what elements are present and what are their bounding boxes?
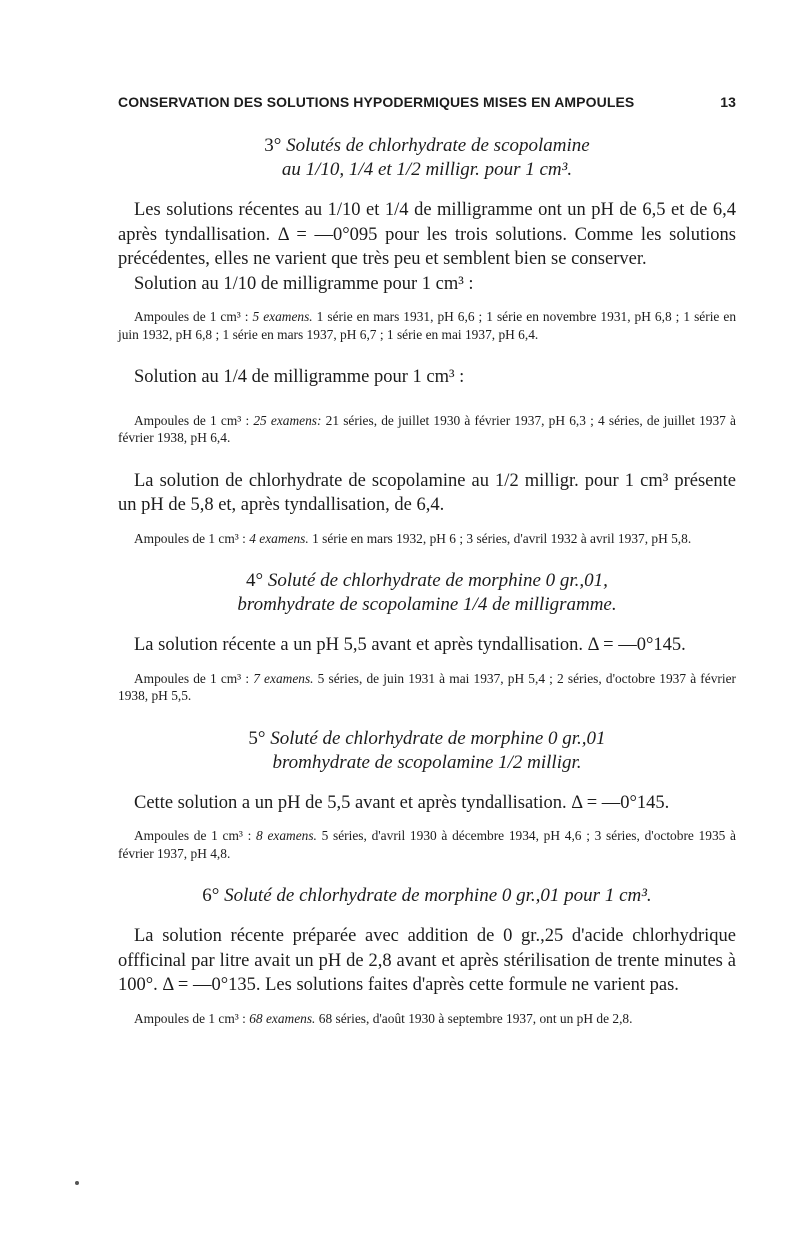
section-5-heading-line2: bromhydrate de scopolamine 1/2 milligr. — [272, 751, 582, 773]
ampoules-detail: 5 séries, de juin 1931 à mai 1937, pH 5,4 ; 2 séries, d'octobre 1937 à février 1938, pH 5,5. — [118, 670, 736, 703]
section-4-paragraph: La solution récente a un pH 5,5 avant et après tyndallisation. Δ = —0°145. — [134, 635, 686, 655]
running-head — [118, 94, 736, 110]
section-5-paragraph: Cette solution a un pH de 5,5 avant et après tyndallisation. Δ = —0°145. — [134, 792, 670, 813]
ampoules-detail: 1 série en mars 1931, pH 6,6 ; 1 série en novembre 1931, pH 6,8 ; 1 série en juin 1932, pH 6,8 ; 1 série en mars 1937, pH 6,7 ; 1 série en mai 1937, pH 6,4. — [118, 309, 737, 342]
ampoules-count: 5 examens. — [252, 309, 313, 324]
section-4-heading-line1: Soluté de chlorhydrate de morphine 0 gr.,01, — [267, 570, 608, 591]
ampoules-lead: Ampoules de 1 cm³ : — [134, 670, 254, 686]
ampoules-lead: Ampoules de 1 cm³ : — [134, 1010, 250, 1026]
section-4-number: 4° — [246, 570, 264, 591]
section-3-ampoules-2 — [118, 412, 736, 447]
section-4-heading — [118, 569, 736, 617]
ampoules-count: 68 examens. — [249, 1010, 316, 1026]
section-5-heading-line1: Soluté de chlorhydrate de morphine 0 gr.,01 — [270, 727, 606, 749]
section-3-heading — [118, 134, 736, 182]
ampoules-detail: 1 série en mars 1932, pH 6 ; 3 séries, d'avril 1932 à avril 1937, pH 5,8. — [308, 530, 692, 546]
section-6-paragraph: La solution récente préparée avec addition de 0 gr.,25 d'acide chlorhydrique offficinal par litre avait un pH de 2,8 avant et après stérilisation de trente minutes à 100°. Δ = —0°135. Les solutions faites d'après cette formule ne varient pas. — [118, 926, 736, 995]
print-speck — [75, 1181, 79, 1185]
section-3 — [118, 134, 736, 547]
page-body — [118, 94, 736, 1027]
section-4-ampoules — [118, 670, 736, 705]
ampoules-lead: Ampoules de 1 cm³ : — [134, 412, 254, 428]
section-5 — [118, 727, 736, 863]
section-5-ampoules — [118, 827, 736, 862]
page-number: 13 — [720, 94, 736, 110]
section-3-subtitle-1: Solution au 1/10 de milligramme pour 1 cm³ : — [134, 273, 474, 294]
section-6-heading-line1: Soluté de chlorhydrate de morphine 0 gr.,01 pour 1 cm³. — [224, 885, 652, 906]
ampoules-count: 7 examens. — [253, 670, 314, 686]
ampoules-count: 8 examens. — [256, 828, 317, 843]
ampoules-lead: Ampoules de 1 cm³ : — [134, 530, 250, 546]
section-6-number: 6° — [202, 885, 220, 906]
running-title: CONSERVATION DES SOLUTIONS HYPODERMIQUES MISES EN AMPOULES — [118, 94, 635, 110]
ampoules-count: 25 examens: — [253, 412, 322, 428]
section-4-heading-line2: bromhydrate de scopolamine 1/4 de milligramme. — [237, 594, 617, 615]
section-3-paragraph-1: Les solutions récentes au 1/10 et 1/4 de milligramme ont un pH de 6,5 et de 6,4 après tyndallisation. Δ = —0°095 pour les trois solutions. Comme les solutions précédentes, elles ne varient que très peu et semblent bien se conserver. — [118, 200, 736, 269]
ampoules-count: 4 examens. — [249, 530, 309, 546]
ampoules-detail: 5 séries, d'avril 1930 à décembre 1934, pH 4,6 ; 3 séries, d'octobre 1935 à février 1937, pH 4,8. — [118, 828, 736, 861]
section-4 — [118, 569, 736, 705]
section-3-ampoules-3 — [118, 530, 736, 548]
section-6 — [118, 884, 736, 1027]
ampoules-detail: 21 séries, de juillet 1930 à février 1937, pH 6,3 ; 4 séries, de juillet 1937 à février 1938, pH 6,4. — [118, 412, 736, 445]
ampoules-lead: Ampoules de 1 cm³ : — [134, 828, 257, 843]
section-5-number: 5° — [248, 727, 266, 749]
section-5-heading — [118, 727, 736, 775]
section-6-ampoules — [118, 1010, 736, 1028]
ampoules-lead: Ampoules de 1 cm³ : — [134, 309, 253, 324]
section-6-heading — [118, 884, 736, 908]
section-3-subtitle-2: Solution au 1/4 de milligramme pour 1 cm³ : — [134, 367, 465, 387]
section-3-paragraph-2: La solution de chlorhydrate de scopolamine au 1/2 milligr. pour 1 cm³ présente un pH de 5,8 et, après tyndallisation, de 6,4. — [118, 470, 736, 515]
section-3-ampoules-1 — [118, 308, 736, 343]
ampoules-detail: 68 séries, d'août 1930 à septembre 1937, ont un pH de 2,8. — [315, 1010, 633, 1026]
section-3-number: 3° — [264, 135, 282, 156]
section-3-heading-line2: au 1/10, 1/4 et 1/2 milligr. pour 1 cm³. — [281, 159, 573, 180]
section-3-heading-line1: Solutés de chlorhydrate de scopolamine — [286, 135, 590, 156]
